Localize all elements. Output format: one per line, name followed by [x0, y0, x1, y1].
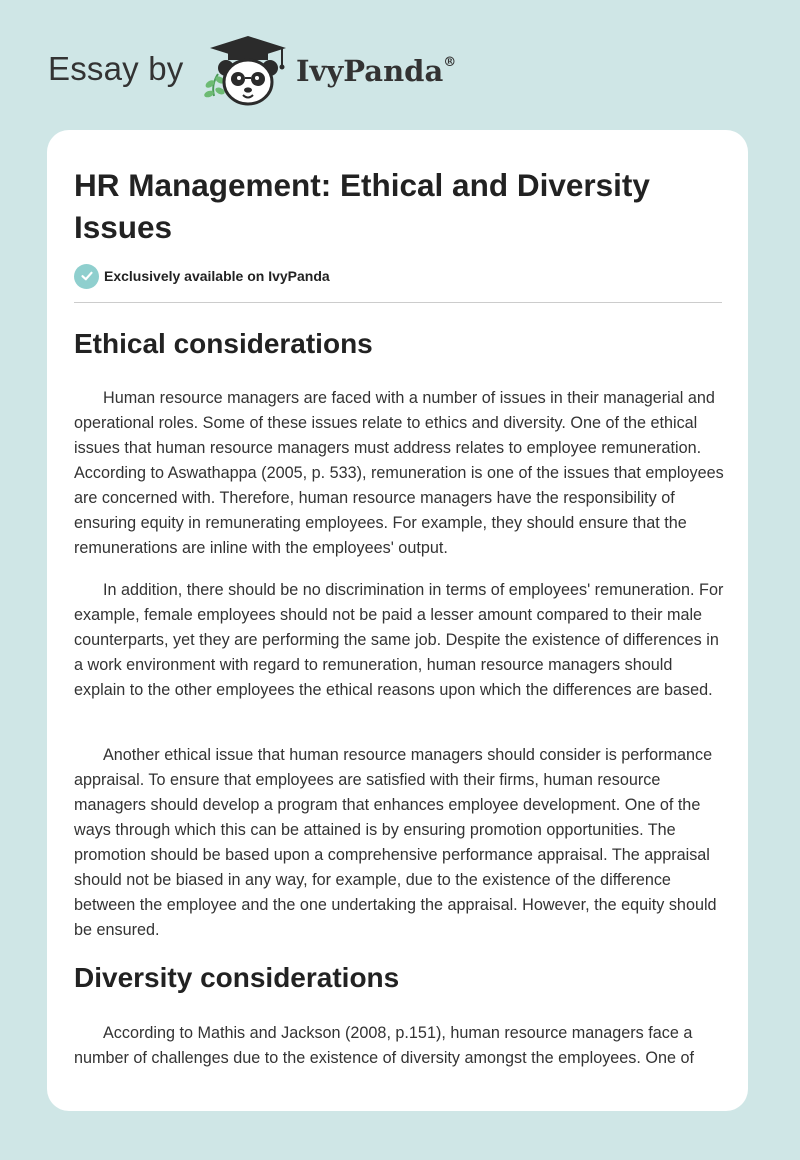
checkmark-icon [80, 269, 94, 283]
paragraph: Another ethical issue that human resource managers should consider is performance appraisal. To ensure that employees are satisfied with their firms, human resource managers should develop a program that enhances employee development. One of the ways through which this can be attained is by ensuring promotion opportunities. The promotion should be based upon a comprehensive performance appraisal. The appraisal should not be biased in any way, for example, due to the existence of the difference between the employee and the one undertaking the appraisal. However, the equity should be ensured. [74, 746, 717, 939]
section-heading-diversity: Diversity considerations [74, 962, 400, 993]
exclusive-badge [74, 263, 330, 289]
panda-logo-icon[interactable] [200, 34, 296, 110]
article-card [47, 130, 748, 1111]
registered-mark: ® [443, 55, 457, 71]
leaf-icon [203, 74, 226, 99]
check-circle-icon [74, 264, 99, 289]
paragraph: According to Mathis and Jackson (2008, p.151), human resource managers face a number of challenges due to the existence of diversity amongst the employees. One of [74, 1024, 694, 1067]
site-header [0, 0, 800, 130]
essay-by-label: Essay by [48, 50, 184, 87]
paragraph: In addition, there should be no discrimination in terms of employees' remuneration. For example, female employees should not be paid a lesser amount compared to their male counterparts, yet they are performing the same job. Despite the existence of differences in a work environment with regard to remuneration, human resource managers should explain to the other employees the ethical reasons upon which the differences are based. [74, 581, 724, 699]
title-divider [74, 302, 722, 303]
section-heading-ethical: Ethical considerations [74, 328, 373, 359]
page-title: HR Management: Ethical and Diversity Issues [74, 167, 650, 245]
paragraph: Human resource managers are faced with a number of issues in their managerial and operational roles. Some of these issues relate to ethics and diversity. One of the ethical issues that human resource managers must address relates to employee remuneration. According to Aswathappa (2005, p. 533), remuneration is one of the issues that employees are concerned with. Therefore, human resource managers have the responsibility of ensuring equity in remunerating employees. For example, they should ensure that the remunerations are inline with the employees' output. [74, 389, 724, 557]
brand-name[interactable] [296, 54, 456, 88]
brand-name-text: IvyPanda [296, 54, 444, 88]
exclusive-badge-label: Exclusively available on IvyPanda [104, 268, 330, 284]
